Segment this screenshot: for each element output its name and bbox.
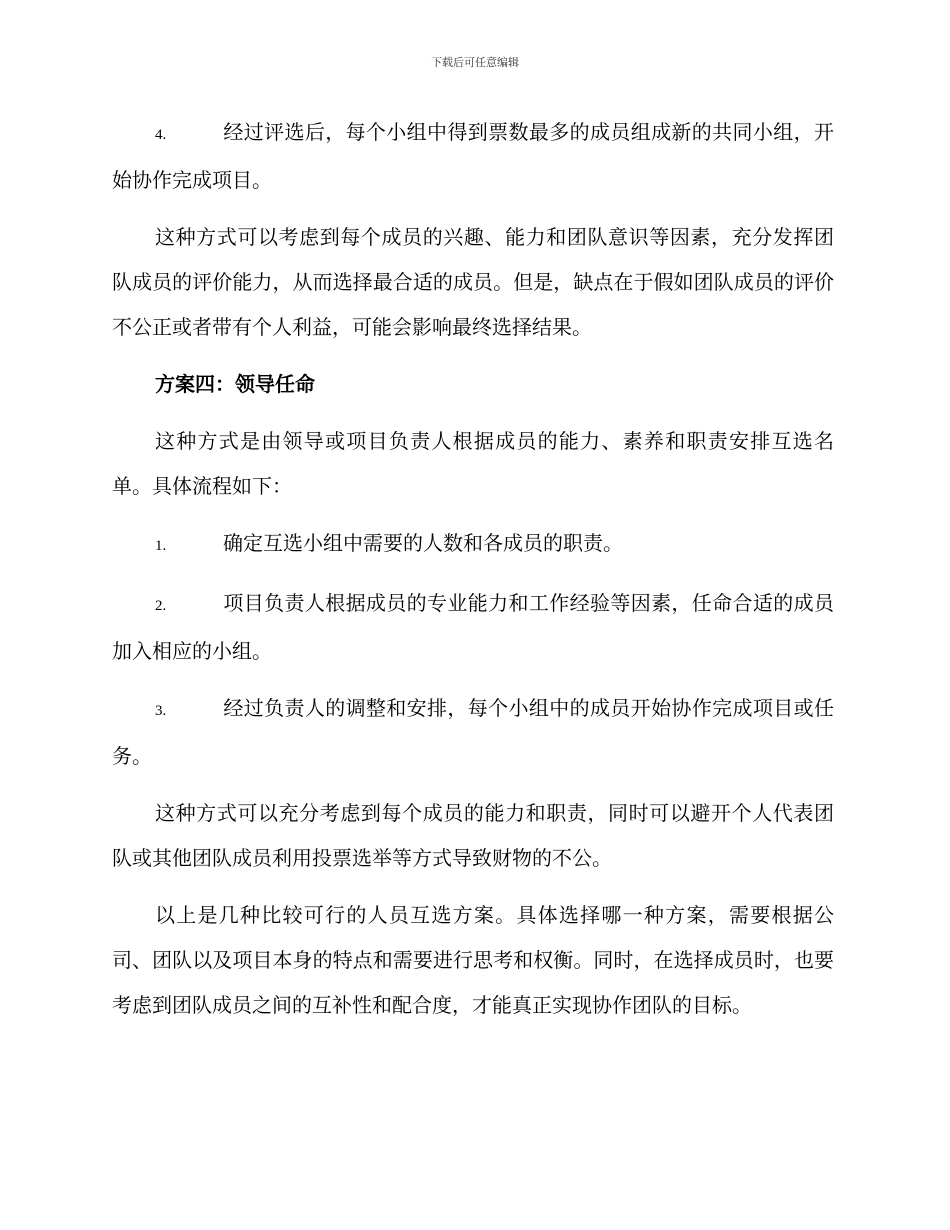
list-item-2 <box>112 581 834 674</box>
list-item-text: 经过负责人的调整和安排，每个小组中的成员开始协作完成项目或任务。 <box>112 696 834 768</box>
list-number: 1. <box>155 538 167 554</box>
paragraph: 这种方式是由领导或项目负责人根据成员的能力、素养和职责安排互选名单。具体流程如下： <box>112 429 834 498</box>
list-item-text: 确定互选小组中需要的人数和各成员的职责。 <box>223 531 623 555</box>
list-number: 4. <box>155 127 167 143</box>
list-item-3 <box>112 686 834 779</box>
document-body <box>112 110 834 1040</box>
list-item-1 <box>112 521 834 569</box>
paragraph: 以上是几种比较可行的人员互选方案。具体选择哪一种方案，需要根据公司、团队以及项目本身的特点和需要进行思考和权衡。同时，在选择成员时，也要考虑到团队成员之间的互补性和配合度，才能真正实现协作团队的目标。 <box>112 903 834 1017</box>
paragraph: 这种方式可以充分考虑到每个成员的能力和职责，同时可以避开个人代表团队或其他团队成员利用投票选举等方式导致财物的不公。 <box>112 801 834 870</box>
list-number: 2. <box>155 598 167 614</box>
section-heading: 方案四：领导任命 <box>155 372 315 396</box>
page-header: 下载后可任意编辑 <box>431 56 519 69</box>
list-item-4 <box>112 110 834 203</box>
list-item-text: 经过评选后，每个小组中得到票数最多的成员组成新的共同小组，开始协作完成项目。 <box>112 120 834 192</box>
list-number: 3. <box>155 703 167 719</box>
paragraph: 这种方式可以考虑到每个成员的兴趣、能力和团队意识等因素，充分发挥团队成员的评价能力，从而选择最合适的成员。但是，缺点在于假如团队成员的评价不公正或者带有个人利益，可能会影响最终选择结果。 <box>112 225 834 339</box>
list-item-text: 项目负责人根据成员的专业能力和工作经验等因素，任命合适的成员加入相应的小组。 <box>112 591 834 663</box>
